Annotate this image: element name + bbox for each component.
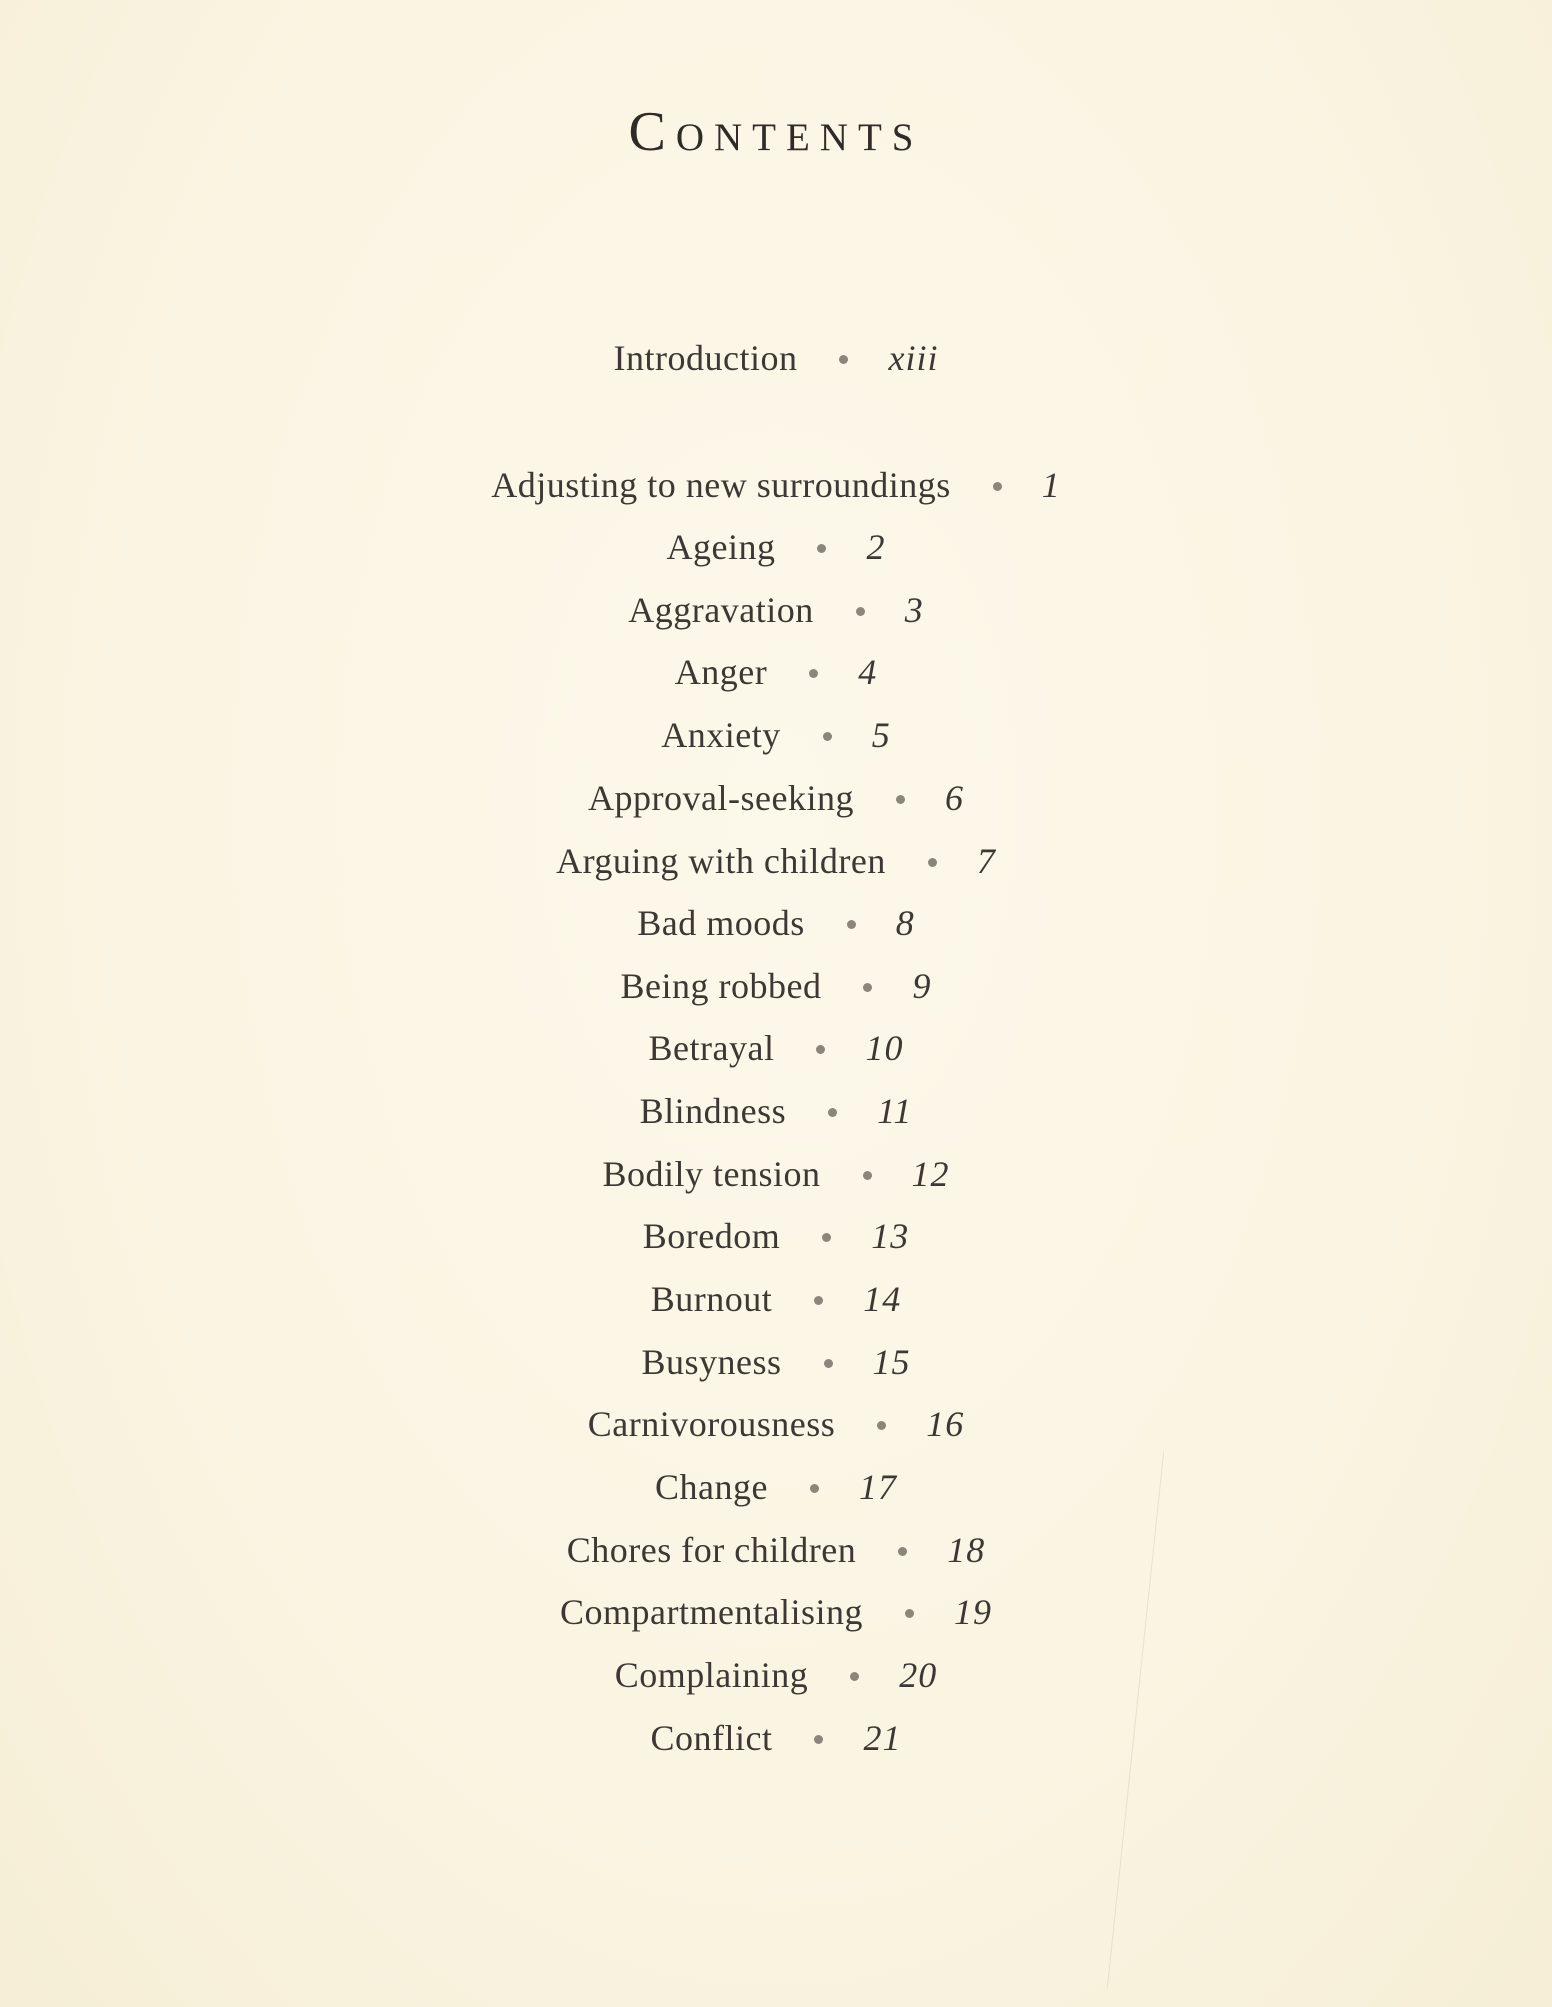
toc-entry-page: 15 xyxy=(872,1342,911,1382)
bullet-dot-icon xyxy=(816,1045,825,1054)
toc-entry-label: Chores for children xyxy=(566,1530,857,1570)
bullet-dot-icon xyxy=(863,983,872,992)
bullet-dot-icon xyxy=(898,1547,907,1556)
toc-entry-page: 17 xyxy=(858,1467,897,1507)
bullet-dot-icon xyxy=(839,355,848,364)
bullet-dot-icon xyxy=(928,858,937,867)
toc-entry xyxy=(0,1152,1552,1196)
toc-entry-page: 10 xyxy=(865,1028,904,1068)
toc-entry xyxy=(0,1277,1552,1321)
toc-entry xyxy=(0,1026,1552,1070)
toc-entry-page: 8 xyxy=(895,903,915,943)
toc-entry xyxy=(0,964,1552,1008)
toc-entry-page: 7 xyxy=(976,841,996,881)
bullet-dot-icon xyxy=(810,1484,819,1493)
bullet-dot-icon xyxy=(847,920,856,929)
toc-entry xyxy=(0,1402,1552,1446)
toc-entry xyxy=(0,1528,1552,1572)
toc-entry-label: Arguing with children xyxy=(556,841,886,881)
toc-entry-introduction xyxy=(0,336,1552,380)
toc-entry-page: 4 xyxy=(858,652,878,692)
toc-entry-page: 16 xyxy=(926,1404,965,1444)
toc-entry-page: 13 xyxy=(871,1216,910,1256)
toc-entry xyxy=(0,1214,1552,1258)
toc-entry-label: Anger xyxy=(674,652,768,692)
toc-entry-label: Bad moods xyxy=(637,903,805,943)
toc-entry xyxy=(0,1089,1552,1133)
toc-entry-page: 3 xyxy=(904,590,924,630)
toc-entry xyxy=(0,901,1552,945)
toc-entry-label: Boredom xyxy=(642,1216,781,1256)
toc-entry-page: xiii xyxy=(888,338,939,378)
toc-entry-label: Being robbed xyxy=(620,966,822,1006)
toc-entry-page: 19 xyxy=(953,1592,992,1632)
bullet-dot-icon xyxy=(877,1421,886,1430)
toc-entry-label: Betrayal xyxy=(648,1028,775,1068)
toc-entry-label: Bodily tension xyxy=(602,1154,821,1194)
toc-entry-page: 12 xyxy=(911,1154,950,1194)
toc-entry xyxy=(0,650,1552,694)
toc-entry xyxy=(0,463,1552,507)
toc-entry xyxy=(0,1653,1552,1697)
toc-entry-label: Burnout xyxy=(650,1279,773,1319)
toc-entry-page: 2 xyxy=(866,527,886,567)
toc-entry-page: 21 xyxy=(863,1718,902,1758)
toc-entry-page: 20 xyxy=(899,1655,938,1695)
toc-entry-label: Introduction xyxy=(613,338,798,378)
bullet-dot-icon xyxy=(856,607,865,616)
toc-entry xyxy=(0,1465,1552,1509)
bullet-dot-icon xyxy=(993,482,1002,491)
toc-entry xyxy=(0,839,1552,883)
bullet-dot-icon xyxy=(828,1108,837,1117)
bullet-dot-icon xyxy=(823,732,832,741)
toc-entry-label: Carnivorousness xyxy=(587,1404,836,1444)
toc-entry-page: 11 xyxy=(877,1091,913,1131)
toc-entry-label: Complaining xyxy=(614,1655,809,1695)
toc-entry-page: 9 xyxy=(912,966,932,1006)
bullet-dot-icon xyxy=(809,669,818,678)
bullet-dot-icon xyxy=(863,1171,872,1180)
toc-entry-label: Adjusting to new surroundings xyxy=(491,465,951,505)
toc-entry xyxy=(0,525,1552,569)
bullet-dot-icon xyxy=(824,1359,833,1368)
toc-entry xyxy=(0,776,1552,820)
bullet-dot-icon xyxy=(850,1672,859,1681)
bullet-dot-icon xyxy=(822,1233,831,1242)
bullet-dot-icon xyxy=(814,1735,823,1744)
toc-entry-label: Conflict xyxy=(650,1718,773,1758)
toc-entry xyxy=(0,588,1552,632)
bullet-dot-icon xyxy=(814,1296,823,1305)
bullet-dot-icon xyxy=(817,544,826,553)
toc-entry-label: Compartmentalising xyxy=(560,1592,863,1632)
toc-entry-label: Aggravation xyxy=(628,590,814,630)
toc-entry-label: Ageing xyxy=(666,527,776,567)
toc-entry-label: Approval-seeking xyxy=(588,778,854,818)
toc-entry xyxy=(0,1716,1552,1760)
toc-entry-page: 5 xyxy=(871,715,891,755)
toc-entry xyxy=(0,1590,1552,1634)
toc-entry-label: Anxiety xyxy=(661,715,781,755)
toc-entry-page: 14 xyxy=(863,1279,902,1319)
toc-entry xyxy=(0,713,1552,757)
toc-entry-label: Blindness xyxy=(639,1091,787,1131)
toc-entry-page: 6 xyxy=(944,778,964,818)
bullet-dot-icon xyxy=(896,795,905,804)
page-title: Contents xyxy=(628,101,924,163)
toc-entry-label: Change xyxy=(655,1467,768,1507)
toc-entry-page: 1 xyxy=(1041,465,1061,505)
toc-entry-page: 18 xyxy=(947,1530,986,1570)
bullet-dot-icon xyxy=(905,1609,914,1618)
toc-entry-label: Busyness xyxy=(641,1342,782,1382)
toc-entry xyxy=(0,1340,1552,1384)
